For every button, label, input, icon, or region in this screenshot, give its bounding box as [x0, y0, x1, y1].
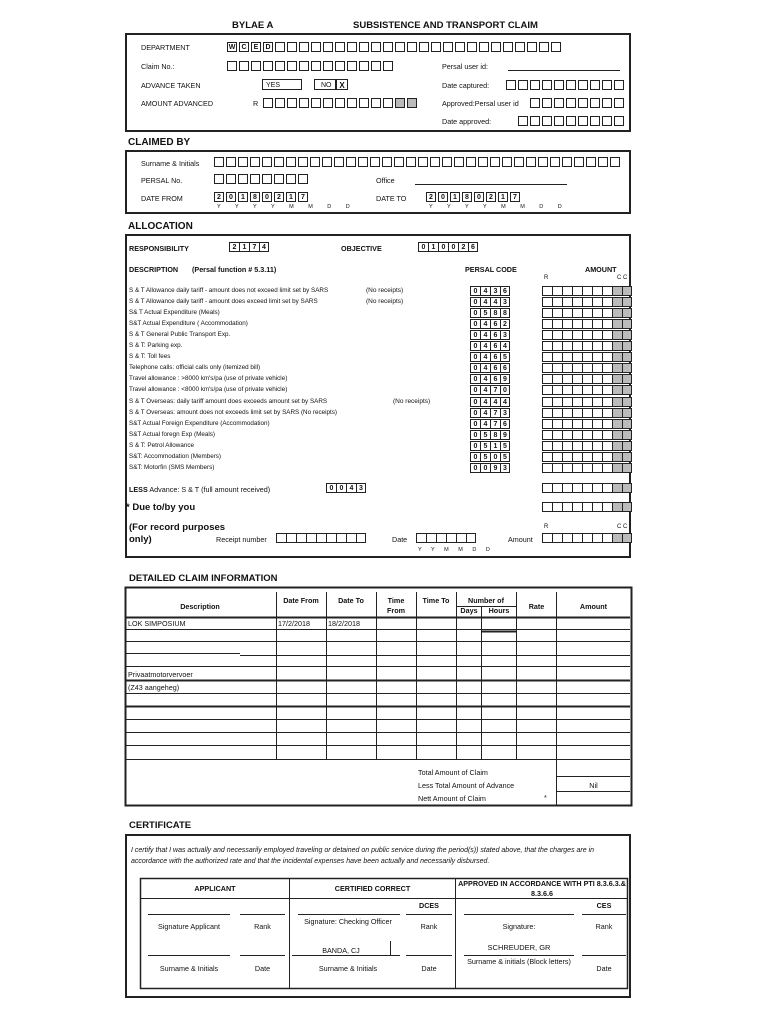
filled-cell[interactable]: 6	[468, 242, 478, 252]
detail-cell-description: LOK SIMPOSIUM	[128, 619, 186, 628]
ces-label: CES	[596, 901, 612, 910]
code-cell[interactable]: 5	[480, 308, 490, 318]
code-cell[interactable]: 7	[490, 419, 500, 429]
less-total-advance-value: Nil	[589, 781, 598, 790]
amount-advanced-label: AMOUNT ADVANCED	[141, 99, 214, 108]
dces-rank-label: Rank	[420, 922, 438, 931]
certified-header: CERTIFIED CORRECT	[334, 884, 411, 893]
code-cell[interactable]: 0	[490, 452, 500, 462]
filled-cell[interactable]: 1	[450, 192, 460, 202]
code-cell[interactable]: 0	[470, 319, 480, 329]
code-cell[interactable]: 0	[470, 297, 480, 307]
record-amount-label: Amount	[508, 535, 533, 544]
code-cell[interactable]: 4	[480, 286, 490, 296]
code-cell[interactable]: 4	[500, 397, 510, 407]
code-cell[interactable]: 0	[470, 397, 480, 407]
allocation-row-text: S & T: Toll fees	[129, 353, 171, 360]
approver-name: SCHREUDER, GR	[487, 943, 551, 952]
receipt-number-label: Receipt number	[216, 535, 267, 544]
certificate-heading: CERTIFICATE	[129, 820, 192, 831]
allocation-row-text: Travel allowance : <8000 km's/pa (use of private vehicle)	[129, 386, 288, 393]
col-number-of: Number of	[468, 596, 504, 605]
certificate-text: I certify that I was actually and necessarily employed traveling or detained on public service during the period(s)) stated above, that the charges are in accordance with the authorized rate and that the incidental expenses have been actually and necessarily disbursed.	[131, 847, 595, 865]
allocation-row-text: S & T: Petrol Allowance	[129, 442, 194, 449]
code-cell[interactable]: 5	[500, 441, 510, 451]
filled-cell[interactable]: 1	[238, 192, 248, 202]
signature-checking-label: Signature: Checking Officer	[304, 917, 392, 926]
description-label: DESCRIPTION	[129, 265, 179, 274]
col-hours: Hours	[488, 606, 510, 615]
filled-cell[interactable]: 1	[286, 192, 296, 202]
advance-no-box[interactable]: NO	[314, 79, 336, 90]
code-cell[interactable]: 4	[480, 385, 490, 395]
code-cell[interactable]: 4	[480, 297, 490, 307]
form-title: SUBSISTENCE AND TRANSPORT CLAIM	[353, 20, 538, 31]
checking-surname-label: Surname & Initials	[318, 964, 378, 973]
allocation-row-text: S&T Actual Expenditure ( Accommodation)	[129, 320, 248, 327]
allocation-row-text: S & T General Public Transport Exp.	[129, 331, 231, 338]
allocation-row-text: Travel allowance : >8000 km's/pa (use of private vehicle)	[129, 375, 288, 382]
code-cell[interactable]: 6	[500, 286, 510, 296]
code-cell[interactable]: 6	[490, 363, 500, 373]
total-claim-label: Total Amount of Claim	[418, 768, 488, 777]
filled-cell[interactable]: 2	[214, 192, 224, 202]
due-to-by-label: * Due to/by you	[126, 502, 196, 513]
filled-cell[interactable]: 0	[448, 242, 458, 252]
code-cell[interactable]: 6	[490, 330, 500, 340]
code-cell[interactable]: 0	[470, 463, 480, 473]
filled-cell[interactable]: 0	[438, 242, 448, 252]
allocation-row-note: (No receipts)	[366, 287, 404, 294]
detail-heading: DETAILED CLAIM INFORMATION	[129, 573, 278, 584]
approved-user-label: Approved:Persal user id	[442, 99, 519, 108]
code-cell[interactable]: 7	[490, 385, 500, 395]
filled-cell[interactable]: 1	[498, 192, 508, 202]
code-cell[interactable]: 3	[500, 330, 510, 340]
code-cell[interactable]: 5	[480, 452, 490, 462]
code-cell[interactable]: 0	[470, 330, 480, 340]
code-cell[interactable]: 3	[500, 297, 510, 307]
filled-cell[interactable]: 0	[438, 192, 448, 202]
code-cell[interactable]: 4	[490, 397, 500, 407]
persal-code-label: PERSAL CODE	[465, 265, 517, 274]
surname-label: Surname & Initials	[141, 159, 200, 168]
detail-cell-description: (Z43 aangeheg)	[128, 683, 180, 692]
amount-r-label: R	[544, 275, 549, 281]
allocation-row-text: S & T Overseas: daily tariff amount does exceeds amount set by SARS	[129, 398, 328, 405]
filled-cell[interactable]: 7	[510, 192, 520, 202]
filled-cell[interactable]: 2	[486, 192, 496, 202]
code-cell[interactable]: 2	[500, 319, 510, 329]
filled-cell[interactable]: 3	[356, 483, 366, 493]
date-to-format: Y Y Y Y M M D D	[429, 204, 569, 210]
allocation-row-text: S&T: Motorfin (SMS Members)	[129, 464, 215, 471]
code-cell[interactable]: 0	[500, 385, 510, 395]
code-cell[interactable]: 5	[480, 441, 490, 451]
less-text: Advance: S & T (full amount received)	[149, 485, 271, 494]
col-date-from: Date From	[283, 596, 319, 605]
code-cell[interactable]: 4	[480, 408, 490, 418]
less-label: LESS	[129, 485, 148, 494]
code-cell[interactable]: 9	[490, 463, 500, 473]
filled-cell[interactable]: 8	[462, 192, 472, 202]
code-cell[interactable]: 4	[480, 352, 490, 362]
allocation-heading: ALLOCATION	[128, 221, 193, 232]
col-date-to: Date To	[338, 596, 364, 605]
code-cell[interactable]: 6	[490, 352, 500, 362]
filled-cell[interactable]: 0	[474, 192, 484, 202]
date-to-label: DATE TO	[376, 194, 407, 203]
filled-cell[interactable]: 2	[426, 192, 436, 202]
code-cell[interactable]: 0	[470, 341, 480, 351]
ces-rank-label: Rank	[595, 922, 613, 931]
filled-cell[interactable]: C	[239, 42, 249, 52]
code-cell[interactable]: 4	[480, 341, 490, 351]
allocation-row-text: Telephone calls: official calls only (itemized bill)	[129, 364, 261, 371]
approved-header: APPROVED IN ACCORDANCE WITH PTI 8.3.6.3.& 8.3.6.6	[458, 879, 626, 898]
allocation-row-text: S & T Allowance daily tariff - amount does exceed limit set by SARS	[129, 298, 318, 305]
date-from-label: DATE FROM	[141, 194, 183, 203]
code-cell[interactable]: 0	[470, 363, 480, 373]
objective-label: OBJECTIVE	[341, 244, 382, 253]
record-date-label: Date	[392, 535, 408, 544]
approver-date-label: Date	[596, 964, 612, 973]
allocation-row-text: S & T Overseas: amount does not exceeds limit set by SARS (No receipts)	[129, 409, 338, 416]
approver-surname-label: Surname & initials (Block letters)	[467, 957, 571, 966]
code-cell[interactable]: 6	[500, 363, 510, 373]
filled-cell[interactable]: 4	[346, 483, 356, 493]
record-label-2: only)	[129, 534, 152, 545]
code-cell[interactable]: 6	[490, 341, 500, 351]
allocation-row-note: (No receipts)	[366, 298, 404, 305]
record-c-label: C C	[617, 524, 628, 530]
nett-claim-mark: *	[544, 793, 547, 802]
code-cell[interactable]: 8	[490, 430, 500, 440]
claimed-by-heading: CLAIMED BY	[128, 137, 191, 148]
checking-date-label: Date	[421, 964, 437, 973]
col-days: Days	[460, 606, 478, 615]
allocation-row-text: S& T Actual Expenditure (Meals)	[129, 309, 220, 316]
col-amount: Amount	[579, 602, 608, 611]
code-cell[interactable]: 0	[470, 430, 480, 440]
department-label: DEPARTMENT	[141, 43, 190, 52]
code-cell[interactable]: 4	[480, 363, 490, 373]
code-cell[interactable]: 9	[500, 374, 510, 384]
currency-r: R	[253, 99, 259, 108]
filled-cell[interactable]: 0	[326, 483, 336, 493]
filled-cell[interactable]: E	[251, 42, 261, 52]
nett-claim-label: Nett Amount of Claim	[418, 794, 486, 803]
code-cell[interactable]: 0	[470, 441, 480, 451]
advance-no-checkbox[interactable]: X	[336, 79, 348, 90]
filled-cell[interactable]: 8	[250, 192, 260, 202]
code-cell[interactable]: 4	[480, 397, 490, 407]
code-cell[interactable]: 0	[470, 419, 480, 429]
code-cell[interactable]: 4	[480, 374, 490, 384]
amount-label: AMOUNT	[585, 265, 617, 274]
dces-label: DCES	[419, 901, 439, 910]
filled-cell[interactable]: 0	[336, 483, 346, 493]
code-cell[interactable]: 8	[490, 308, 500, 318]
signature-applicant-label: Signature Applicant	[158, 922, 220, 931]
code-cell[interactable]: 8	[500, 308, 510, 318]
col-description: Description	[180, 602, 220, 611]
detail-cell-date-to: 18/2/2018	[328, 619, 360, 628]
form-code: BYLAE A	[232, 20, 274, 31]
amount-c-label: C C	[617, 275, 628, 281]
filled-cell[interactable]: 4	[259, 242, 269, 252]
responsibility-label: RESPONSIBILITY	[129, 244, 189, 253]
code-cell[interactable]: 4	[480, 330, 490, 340]
col-time-from: Time From	[387, 596, 405, 615]
applicant-header: APPLICANT	[194, 884, 236, 893]
advance-yes-box[interactable]: YES	[262, 79, 302, 90]
detail-cell-description: Privaatmotorvervoer	[128, 670, 193, 679]
allocation-row-text: S & T Allowance daily tariff - amount does not exceed limit set by SARS	[129, 287, 329, 294]
code-cell[interactable]: 3	[500, 463, 510, 473]
code-cell[interactable]: 3	[500, 408, 510, 418]
applicant-date-label: Date	[254, 964, 271, 973]
advance-taken-label: ADVANCE TAKEN	[141, 81, 201, 90]
code-cell[interactable]: 7	[490, 408, 500, 418]
code-cell[interactable]: 1	[490, 441, 500, 451]
col-rate: Rate	[528, 602, 545, 611]
code-cell[interactable]: 6	[490, 319, 500, 329]
allocation-row-text: S & T: Parking exp.	[129, 342, 183, 349]
record-r-label: R	[544, 524, 549, 530]
allocation-row-text: S&T Actual Foreign Expenditure (Accommodation)	[129, 420, 270, 427]
date-from-format: Y Y Y Y M M D D	[217, 204, 357, 210]
detail-cell-date-from: 17/2/2018	[278, 619, 310, 628]
filled-cell[interactable]: 2	[229, 242, 239, 252]
date-approved-label: Date approved:	[442, 117, 492, 126]
code-cell[interactable]: 0	[470, 385, 480, 395]
code-cell[interactable]: 0	[480, 463, 490, 473]
code-cell[interactable]: 5	[480, 430, 490, 440]
applicant-surname-label: Surname & Initials	[159, 964, 219, 973]
record-date-format: Y Y M M D D	[418, 547, 494, 553]
checking-officer-name: BANDA, CJ	[322, 946, 360, 955]
approver-signature-label: Signature:	[502, 922, 536, 931]
filled-cell[interactable]: W	[228, 44, 236, 51]
persal-user-label: Persal user id:	[442, 62, 488, 71]
code-cell[interactable]: 4	[480, 419, 490, 429]
code-cell[interactable]: 4	[500, 341, 510, 351]
filled-cell[interactable]: 2	[274, 192, 284, 202]
filled-cell[interactable]: 2	[458, 242, 468, 252]
filled-cell[interactable]: 0	[262, 192, 272, 202]
code-cell[interactable]: 0	[470, 308, 480, 318]
code-cell[interactable]: 5	[500, 452, 510, 462]
record-label: (For record purposes	[129, 522, 226, 533]
filled-cell[interactable]: 0	[418, 242, 428, 252]
code-cell[interactable]: 6	[500, 419, 510, 429]
code-cell[interactable]: 5	[500, 352, 510, 362]
code-cell[interactable]: 6	[490, 374, 500, 384]
code-cell[interactable]: 4	[490, 297, 500, 307]
code-cell[interactable]: 0	[470, 452, 480, 462]
filled-cell[interactable]: D	[263, 42, 273, 52]
allocation-row-text: S&T Actual foregn Exp (Meals)	[129, 431, 215, 438]
claim-no-label: Claim No.:	[141, 62, 175, 71]
office-label: Office	[376, 176, 395, 185]
col-time-to: Time To	[422, 596, 450, 605]
filled-cell[interactable]: 0	[226, 192, 236, 202]
code-cell[interactable]: 3	[490, 286, 500, 296]
filled-cell[interactable]: 1	[239, 242, 249, 252]
allocation-row-text: S&T: Accommodation (Members)	[129, 453, 222, 460]
date-captured-label: Date captured:	[442, 81, 490, 90]
filled-cell[interactable]: 1	[428, 242, 438, 252]
code-cell[interactable]: 0	[470, 286, 480, 296]
allocation-row-note: (No receipts)	[393, 398, 431, 405]
code-cell[interactable]: 4	[480, 319, 490, 329]
persal-no-label: PERSAL No.	[141, 176, 183, 185]
code-cell[interactable]: 0	[470, 374, 480, 384]
code-cell[interactable]: 0	[470, 352, 480, 362]
filled-cell[interactable]: 7	[249, 242, 259, 252]
code-cell[interactable]: 0	[470, 408, 480, 418]
filled-cell[interactable]: 7	[298, 192, 308, 202]
description-sub: (Persal function # 5.3.11)	[192, 265, 277, 274]
less-total-advance-label: Less Total Amount of Advance	[418, 781, 515, 790]
code-cell[interactable]: 9	[500, 430, 510, 440]
applicant-rank-label: Rank	[254, 922, 271, 931]
